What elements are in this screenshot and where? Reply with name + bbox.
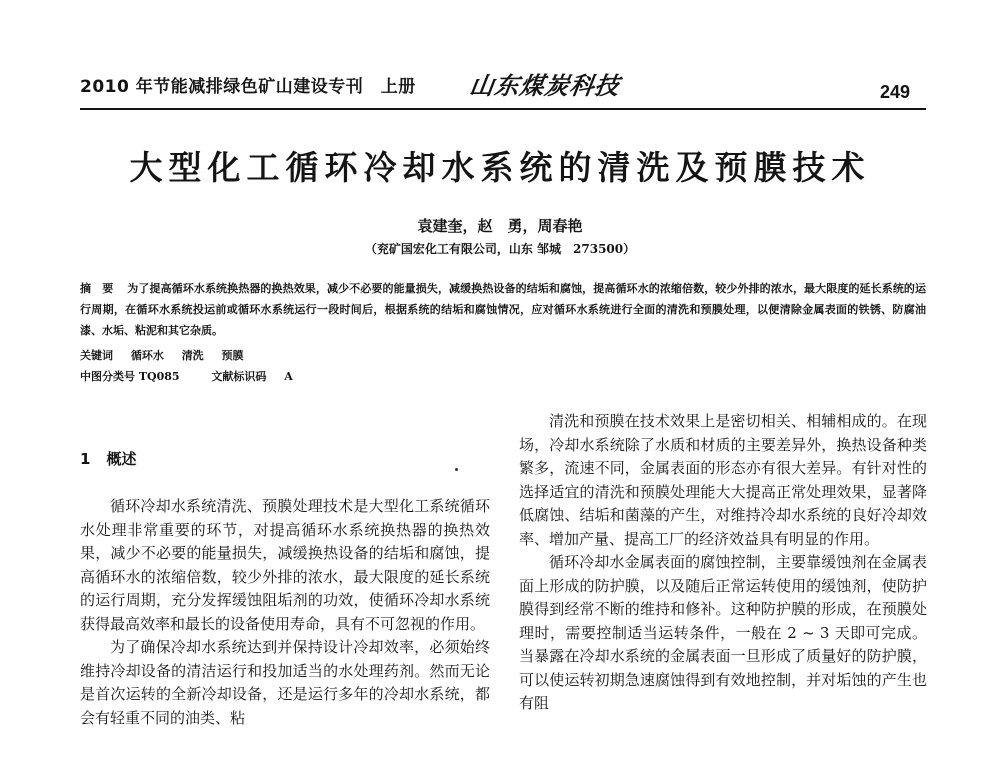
abstract-label: 摘 要 (80, 282, 114, 295)
header-rule (80, 108, 926, 110)
doc-code-label: 文献标识码 (211, 370, 267, 383)
article-affiliation: （兖矿国宏化工有限公司，山东 邹城 273500） (364, 242, 636, 256)
keywords-label: 关键词 (80, 349, 113, 362)
journal-logo: 山东煤炭科技 (467, 71, 622, 100)
section-heading (80, 448, 490, 469)
body-paragraph: 循环冷却水系统清洗、预膜处理技术是大型化工系统循环水处理非常重要的环节，对提高循环水系统换热器的换热效果，减少不必要的能量损失，减缓换热设备的结垢和腐蚀，提高循环水的浓缩倍数，较少外排的浓水，最大限度的延长系统的运行周期，充分发挥缓蚀阻垢剂的功效，使循环冷却水系统获得最高效率和最长的设备使用寿命，具有不可忽视的作用。 (80, 497, 490, 633)
clc-label: 中图分类号 (80, 370, 135, 383)
left-column (80, 378, 490, 730)
clc-value: TQ085 (138, 370, 180, 383)
keyword: 清洗 (181, 349, 204, 362)
section-title: 概述 (106, 450, 137, 468)
section-number: 1 (80, 450, 91, 468)
page-number: 249 (880, 82, 911, 102)
keyword: 循环水 (130, 349, 164, 362)
abstract-text: 为了提高循环水系统换热器的换热效果，减少不必要的能量损失，减缓换热设备的结垢和腐蚀，提高循环水的浓缩倍数，较少外排的浓水，最大限度的延长系统的运行周期，在循环水系统投运前或循环水系统运行一段时间后，根据系统的结垢和腐蚀情况，应对循环水系统进行全面的清洗和预膜处理，以便清除金属表面的铁锈、防腐油漆、水垢、粘泥和其它杂质。 (80, 282, 927, 337)
right-column (519, 410, 927, 716)
keywords-line (80, 347, 244, 363)
article-title: 大型化工循环冷却水系统的清洗及预膜技术 (129, 148, 871, 187)
body-paragraph: 循环冷却水金属表面的腐蚀控制，主要靠缓蚀剂在金属表面上形成的防护膜，以及随后正常运转使用的缓蚀剂，使防护膜得到经常不断的维持和修补。这种防护膜的形成，在预膜处理时，需要控制适当运转条件，一般在 2 ~ 3 天即可完成。当暴露在冷却水系统的金属表面一旦形成了质量好的防护膜，可以使运转初期急速腐蚀得到有效地控制，并对垢蚀的产生也有阻 (519, 553, 927, 712)
running-header: 2010 年节能减排绿色矿山建设专刊 上册 (80, 77, 416, 97)
doc-code-value: A (284, 370, 293, 383)
body-paragraph: 清洗和预膜在技术效果上是密切相关、相辅相成的。在现场，冷却水系统除了水质和材质的主要差异外，换热设备种类繁多，流速不同，金属表面的形态亦有很大差异。有针对性的选择适宜的清洗和预膜处理能大大提高正常处理效果，显著降低腐蚀、结垢和菌藻的产生，对维持冷却水系统的良好冷却效率、增加产量、提高工厂的经济效益具有明显的作用。 (519, 412, 927, 548)
abstract (80, 278, 926, 341)
body-paragraph: 为了确保冷却水系统达到并保持设计冷却效率，必须始终维持冷却设备的清洁运行和投加适当的水处理药剂。然而无论是首次运转的全新冷却设备，还是运行多年的冷却水系统，都会有轻重不同的油类、粘 (80, 638, 490, 727)
article-authors: 袁建奎，赵 勇，周春艳 (417, 217, 583, 235)
keyword: 预膜 (221, 349, 244, 362)
scan-dot (455, 468, 458, 471)
